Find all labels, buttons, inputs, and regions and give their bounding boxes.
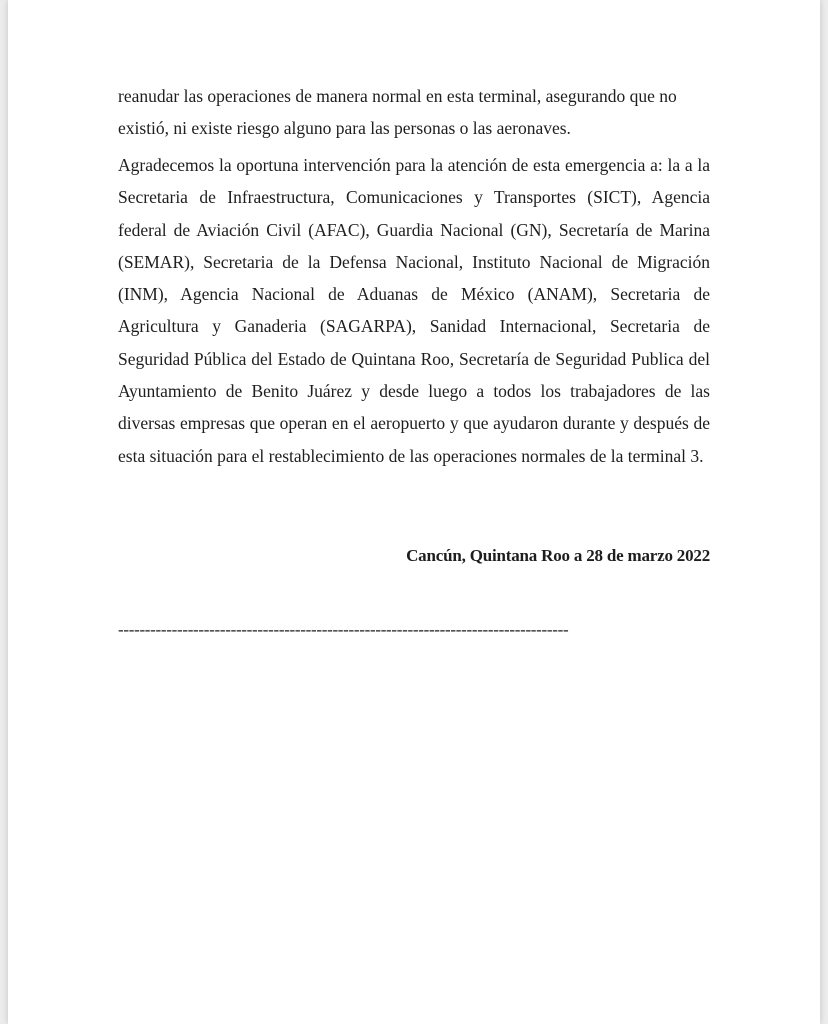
paragraph-continuation: reanudar las operaciones de manera normal en esta terminal, asegurando que no existió, ni existe riesgo alguno para las personas o las aeronaves. <box>118 86 677 139</box>
place-date-line: Cancún, Quintana Roo a 28 de marzo 2022 <box>406 546 710 565</box>
paragraph-acknowledgements: Agradecemos la oportuna intervención para la atención de esta emergencia a: la a la Secretaria de Infraestructura, Comunicaciones y Transportes (SICT), Agencia federal de Aviación Civil (AFAC), Guardia Nacional (GN), Secretaría de Marina (SEMAR), Secretaria de la Defensa Nacional, Instituto Nacional de Migración (INM), Agencia Nacional de Aduanas de México (ANAM), Secretaria de Agricultura y Ganaderia (SAGARPA), Sanidad Internacional, Secretaria de Seguridad Pública del Estado de Quintana Roo, Secretaría de Seguridad Publica del Ayuntamiento de Benito Juárez y desde luego a todos los trabajadores de las diversas empresas que operan en el aeropuerto y que ayudaron durante y después de esta situación para el restablecimiento de las operaciones normales de la terminal 3. <box>118 155 710 466</box>
dashed-separator: ------------------------------------------------------------------------------------ <box>118 620 569 639</box>
document-page <box>8 0 820 1024</box>
